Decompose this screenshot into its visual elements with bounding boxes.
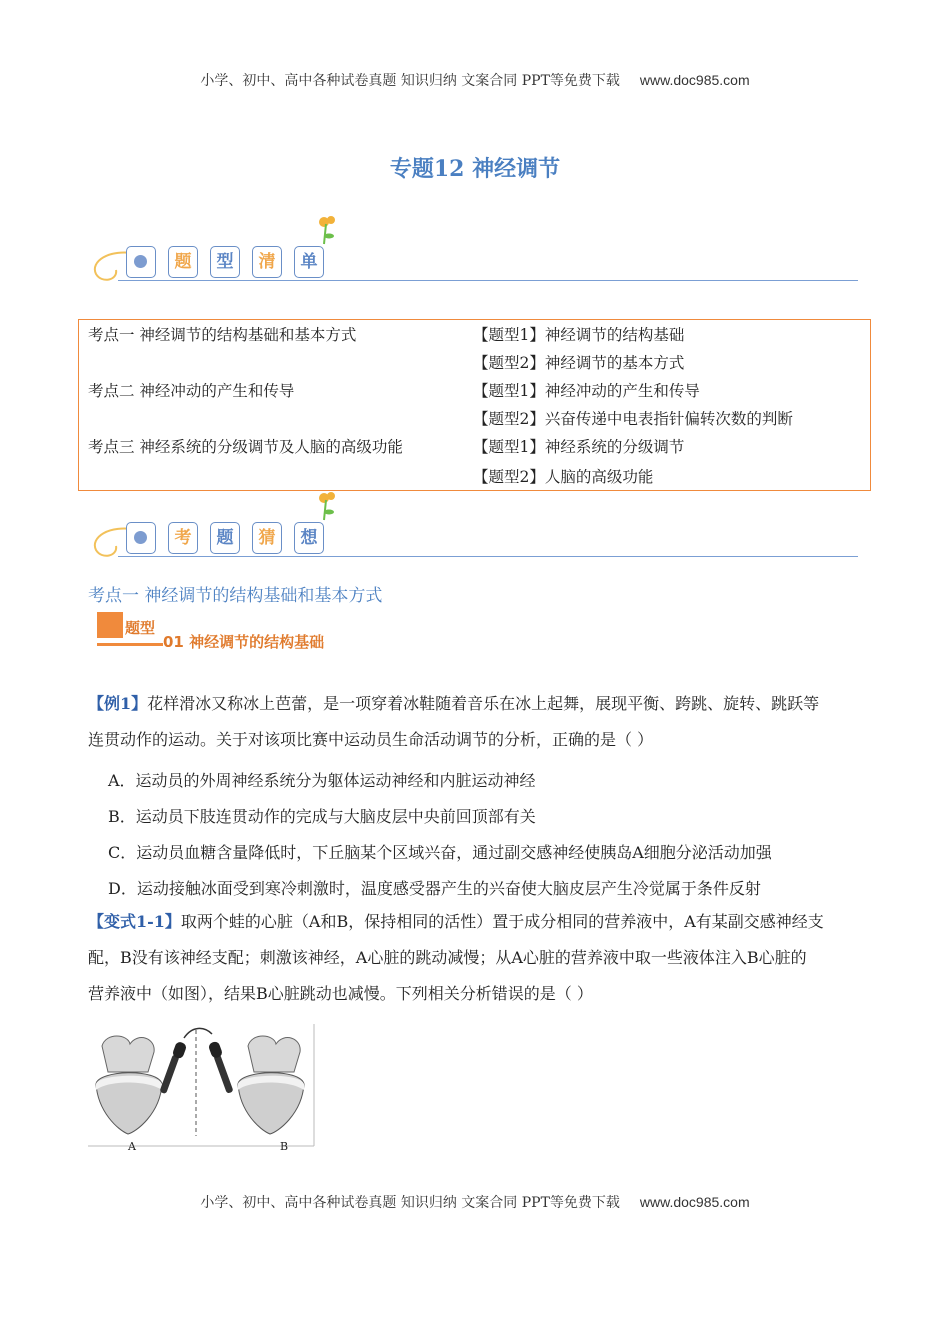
section-heading: 考点一 神经调节的结构基础和基本方式 xyxy=(88,586,383,606)
banner-question-types xyxy=(88,218,858,288)
heart-a-icon xyxy=(96,1036,162,1134)
banner-char: 题 xyxy=(210,522,240,554)
banner-char: 型 xyxy=(210,246,240,278)
divider-line xyxy=(118,556,858,557)
flower-icon xyxy=(310,488,340,528)
circle-bullet-icon xyxy=(126,246,156,278)
kaodian-1: 考点一 神经调节的结构基础和基本方式 xyxy=(88,326,357,344)
frog-heart-figure xyxy=(88,1024,316,1152)
kaodian-2: 考点二 神经冲动的产生和传导 xyxy=(88,382,295,400)
option-b: B．运动员下肢连贯动作的完成与大脑皮层中央前回顶部有关 xyxy=(108,807,536,826)
tixing-item: 【题型1】神经调节的结构基础 xyxy=(473,326,685,344)
banner-exam-guess xyxy=(88,494,858,564)
kaodian-3: 考点三 神经系统的分级调节及人脑的高级功能 xyxy=(88,438,403,456)
tixing-item: 【题型2】人脑的高级功能 xyxy=(473,468,654,486)
page-footer: 小学、初中、高中各种试卷真题 知识归纳 文案合同 PPT等免费下载 www.doc985.com xyxy=(200,1194,750,1211)
option-d: D．运动接触冰面受到寒冷刺激时，温度感受器产生的兴奋使大脑皮层产生冷觉属于条件反射 xyxy=(108,879,761,898)
page-title: 专题12 神经调节 xyxy=(389,156,561,182)
banner-char: 猜 xyxy=(252,522,282,554)
figure-label-b: B xyxy=(280,1140,289,1153)
dropper-a-icon xyxy=(159,1041,187,1094)
tixing-item: 【题型1】神经冲动的产生和传导 xyxy=(473,382,700,400)
example-1-stem: 【例1】花样滑冰又称冰上芭蕾，是一项穿着冰鞋随着音乐在冰上起舞，展现平衡、跨跳、旋转、跳跃等 连贯动作的运动。关于对该项比赛中运动员生命活动调节的分析，正确的是（ ） xyxy=(88,694,820,749)
tixing-item: 【题型2】神经调节的基本方式 xyxy=(473,354,685,372)
banner-char: 题 xyxy=(168,246,198,278)
option-a: A．运动员的外周神经系统分为躯体运动神经和内脏运动神经 xyxy=(108,771,536,790)
circle-bullet-icon xyxy=(126,522,156,554)
footer-site[interactable]: www.doc985.com xyxy=(639,1194,750,1210)
banner-char: 清 xyxy=(252,246,282,278)
banner-char: 想 xyxy=(294,522,324,554)
topic-list-box xyxy=(78,319,871,491)
tixing-item: 【题型1】神经系统的分级调节 xyxy=(473,438,685,456)
figure-label-a: A xyxy=(128,1140,136,1153)
variant-1-1-stem: 【变式1-1】取两个蛙的心脏（A和B，保持相同的活性）置于成分相同的营养液中，A有某副交感神经支 配，B没有该神经支配；刺激该神经，A心脏的跳动减慢；从A心脏的营养液中取一些液体注入B心脏的 营养液中（如图），结果B心脏跳动也减慢。下列相关分析错误的是（ ） xyxy=(88,912,824,1003)
banner-char: 考 xyxy=(168,522,198,554)
heart-b-icon xyxy=(238,1036,304,1134)
page-header: 小学、初中、高中各种试卷真题 知识归纳 文案合同 PPT等免费下载 www.doc985.com xyxy=(200,72,750,89)
flower-icon xyxy=(310,212,340,252)
divider-line xyxy=(118,280,858,281)
dropper-b-icon xyxy=(208,1040,234,1093)
tixing-item: 【题型2】兴奋传递中电表指针偏转次数的判断 xyxy=(473,410,793,428)
option-c: C．运动员血糖含量降低时，下丘脑某个区域兴奋，通过副交感神经使胰岛A细胞分泌活动加强 xyxy=(108,843,772,862)
header-site[interactable]: www.doc985.com xyxy=(639,72,750,88)
banner-char: 单 xyxy=(294,246,324,278)
